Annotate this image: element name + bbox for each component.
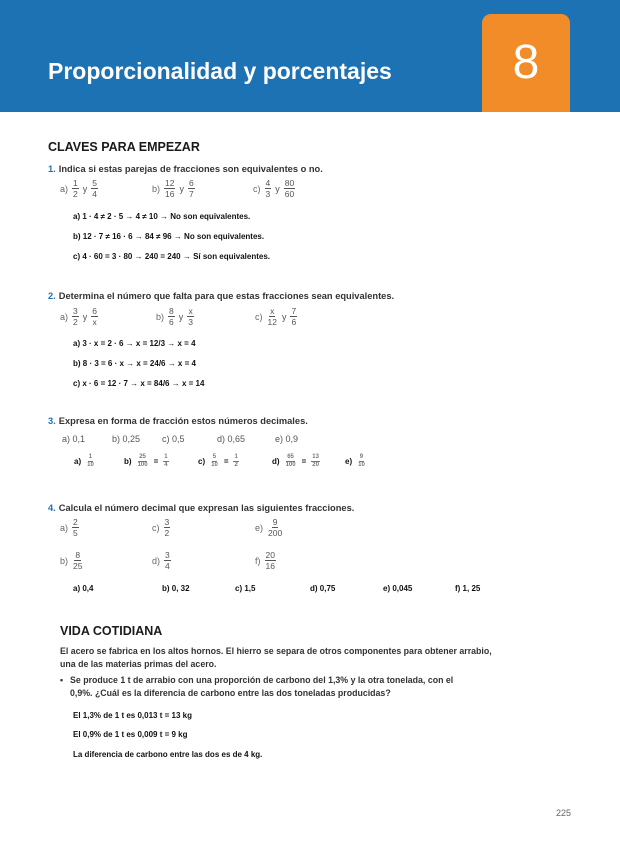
question-1: 1. Indica si estas parejas de fracciones son equivalentes o no. [48, 164, 323, 174]
fraction [164, 550, 171, 571]
conjunction: y [281, 311, 287, 322]
numerator: x [270, 306, 275, 316]
answer-4a: a) 0,4 [73, 584, 94, 593]
equals-sign: = [153, 457, 159, 466]
conjunction: y [82, 183, 88, 194]
question-2: 2. Determina el número que falta para que estas fracciones sean equivalentes. [48, 291, 395, 301]
fraction [168, 306, 175, 327]
option-label: e) [255, 522, 264, 533]
fraction-pair-option [152, 178, 196, 199]
fraction [137, 454, 149, 469]
denominator: 100 [285, 462, 296, 468]
section-heading-claves: CLAVES PARA EMPEZAR [48, 140, 200, 154]
fraction [91, 306, 98, 327]
fraction-pair-option [60, 306, 99, 327]
q3-answer [74, 454, 96, 469]
bullet-icon: • [60, 675, 64, 685]
fraction [86, 454, 95, 469]
option-label: c) [255, 311, 263, 322]
option-label: c) [152, 522, 160, 533]
denominator: 60 [284, 189, 295, 199]
answer-4d: d) 0,75 [310, 584, 336, 593]
fraction-pair-option [156, 306, 195, 327]
denominator: 25 [73, 561, 83, 571]
q3-answer [345, 454, 367, 469]
chapter-number: 8 [482, 14, 570, 112]
equals-sign: = [301, 457, 307, 466]
denominator: 10 [211, 462, 218, 468]
fraction [267, 306, 278, 327]
option-label: a) [60, 522, 69, 533]
denominator: 2 [73, 317, 78, 327]
denominator: 12 [267, 317, 277, 327]
denominator: 2 [164, 528, 170, 538]
fraction [164, 178, 175, 199]
denominator: 3 [265, 189, 271, 199]
answer-2c: c) x · 6 = 12 · 7 → x = 84/6 → x = 14 [73, 379, 205, 388]
fraction [187, 306, 194, 327]
vida-intro: El acero se fabrica en los altos hornos. El hierro se separa de otros componentes para obtener arrabio, una de las materias primas del acero. [60, 646, 492, 669]
fraction [265, 550, 276, 571]
q3-answer [198, 454, 240, 469]
denominator: 4 [165, 561, 170, 571]
numerator: 6 [188, 178, 194, 188]
denominator: 200 [268, 528, 283, 538]
equals-sign: = [223, 457, 229, 466]
answer-2a: a) 3 · x = 2 · 6 → x = 12/3 → x = 4 [73, 339, 196, 348]
section-heading-vida: VIDA COTIDIANA [60, 624, 163, 638]
q3-option-a: a) 0,1 [62, 434, 86, 444]
denominator: 10 [358, 462, 365, 468]
denominator: 4 [92, 189, 97, 199]
answer-1a: a) 1 · 4 ≠ 2 · 5 → 4 ≠ 10 → No son equivalentes. [73, 212, 251, 221]
option-label: c) [253, 183, 261, 194]
numerator: 8 [169, 306, 174, 316]
conjunction: y [275, 183, 280, 194]
denominator: 6 [169, 317, 174, 327]
option-label: a) [60, 311, 69, 322]
option-label: f) [255, 555, 261, 566]
answer-4b: b) 0, 32 [162, 584, 190, 593]
fraction [91, 178, 98, 199]
denominator: 100 [137, 462, 148, 468]
question-4: 4. Calcula el número decimal que expresan las siguientes fracciones. [48, 503, 355, 513]
option-label: a) [74, 457, 82, 466]
fraction [357, 454, 366, 469]
fraction [164, 517, 171, 538]
answer-4f: f) 1, 25 [455, 584, 481, 593]
numerator: 1 [88, 454, 93, 460]
denominator: 7 [188, 189, 194, 199]
answer-1c: c) 4 · 60 = 3 · 80 → 240 = 240 → Sí son equivalentes. [73, 252, 270, 261]
q4-option [60, 517, 80, 538]
conjunction: y [82, 311, 88, 322]
fraction [72, 550, 83, 571]
fraction [284, 178, 295, 199]
numerator: 5 [212, 454, 217, 460]
option-label: e) [345, 457, 353, 466]
option-label: d) [272, 457, 280, 466]
option-label: b) [152, 183, 161, 194]
fraction [188, 178, 195, 199]
fraction [311, 454, 320, 469]
vida-answer-2: El 0,9% de 1 t es 0,009 t = 9 kg [73, 730, 188, 739]
fraction [285, 454, 297, 469]
option-label: b) [124, 457, 132, 466]
fraction-pair-option [253, 178, 296, 199]
fraction-pair-option [60, 178, 99, 199]
numerator: x [188, 306, 193, 316]
conjunction: y [178, 311, 184, 322]
numerator: 65 [287, 454, 294, 460]
numerator: 6 [92, 306, 97, 316]
fraction [72, 306, 79, 327]
numerator: 3 [165, 550, 170, 560]
denominator: 10 [87, 462, 94, 468]
numerator: 12 [165, 178, 175, 188]
option-label: c) [198, 457, 206, 466]
option-label: b) [60, 555, 69, 566]
numerator: 2 [73, 517, 78, 527]
question-3: 3. Expresa en forma de fracción estos números decimales. [48, 416, 308, 426]
fraction [72, 517, 79, 538]
header-band [0, 0, 620, 112]
denominator: 3 [188, 317, 193, 327]
denominator: 20 [312, 462, 319, 468]
answer-4e: e) 0,045 [383, 584, 413, 593]
q4-option [255, 517, 284, 538]
option-label: b) [156, 311, 165, 322]
q3-answer [124, 454, 170, 469]
fraction [233, 454, 238, 469]
q3-option-e: e) 0,9 [275, 434, 299, 444]
numerator: 5 [92, 178, 97, 188]
q3-answer [272, 454, 321, 469]
numerator: 9 [359, 454, 364, 460]
numerator: 13 [312, 454, 319, 460]
numerator: 1 [234, 454, 238, 460]
numerator: 80 [284, 178, 295, 188]
denominator: 6 [291, 317, 297, 327]
numerator: 8 [75, 550, 81, 560]
q4-option [255, 550, 277, 571]
answer-4c: c) 1,5 [235, 584, 256, 593]
fraction [265, 178, 272, 199]
denominator: 2 [73, 189, 78, 199]
fraction [290, 306, 297, 327]
q3-option-c: c) 0,5 [162, 434, 185, 444]
denominator: 16 [165, 189, 175, 199]
numerator: 25 [139, 454, 146, 460]
fraction [210, 454, 219, 469]
numerator: 4 [265, 178, 271, 188]
numerator: 1 [164, 454, 168, 460]
vida-answer-3: La diferencia de carbono entre las dos es de 4 kg. [73, 750, 263, 759]
vida-bullet: • Se produce 1 t de arrabio con una proporción de carbono del 1,3% y la otra tonelada, con el 0,9%. ¿Cuál es la diferencia de carbono entre las dos toneladas producidas? [60, 675, 454, 698]
answer-1b: b) 12 · 7 ≠ 16 · 6 → 84 ≠ 96 → No son equivalentes. [73, 232, 265, 241]
q4-option [152, 550, 172, 571]
denominator: 16 [265, 561, 275, 571]
q4-option [60, 550, 84, 571]
fraction-pair-option [255, 306, 298, 327]
numerator: 3 [164, 517, 170, 527]
denominator: 4 [164, 462, 168, 468]
page-number: 225 [556, 808, 572, 818]
numerator: 9 [272, 517, 278, 527]
q4-option [152, 517, 171, 538]
numerator: 7 [291, 306, 297, 316]
q3-option-b: b) 0,25 [112, 434, 141, 444]
numerator: 20 [265, 550, 275, 560]
page-title: Proporcionalidad y porcentajes [48, 58, 392, 84]
fraction [267, 517, 283, 538]
conjunction: y [179, 183, 184, 194]
numerator: 1 [73, 178, 78, 188]
answer-2b: b) 8 · 3 = 6 · x → x = 24/6 → x = 4 [73, 359, 196, 368]
q3-option-d: d) 0,65 [217, 434, 246, 444]
denominator: 5 [73, 528, 78, 538]
fraction [72, 178, 79, 199]
denominator: x [92, 317, 97, 327]
option-label: d) [152, 555, 161, 566]
denominator: 2 [234, 462, 238, 468]
fraction [163, 454, 168, 469]
option-label: a) [60, 183, 69, 194]
numerator: 3 [73, 306, 78, 316]
vida-answer-1: El 1,3% de 1 t es 0,013 t = 13 kg [73, 711, 192, 720]
